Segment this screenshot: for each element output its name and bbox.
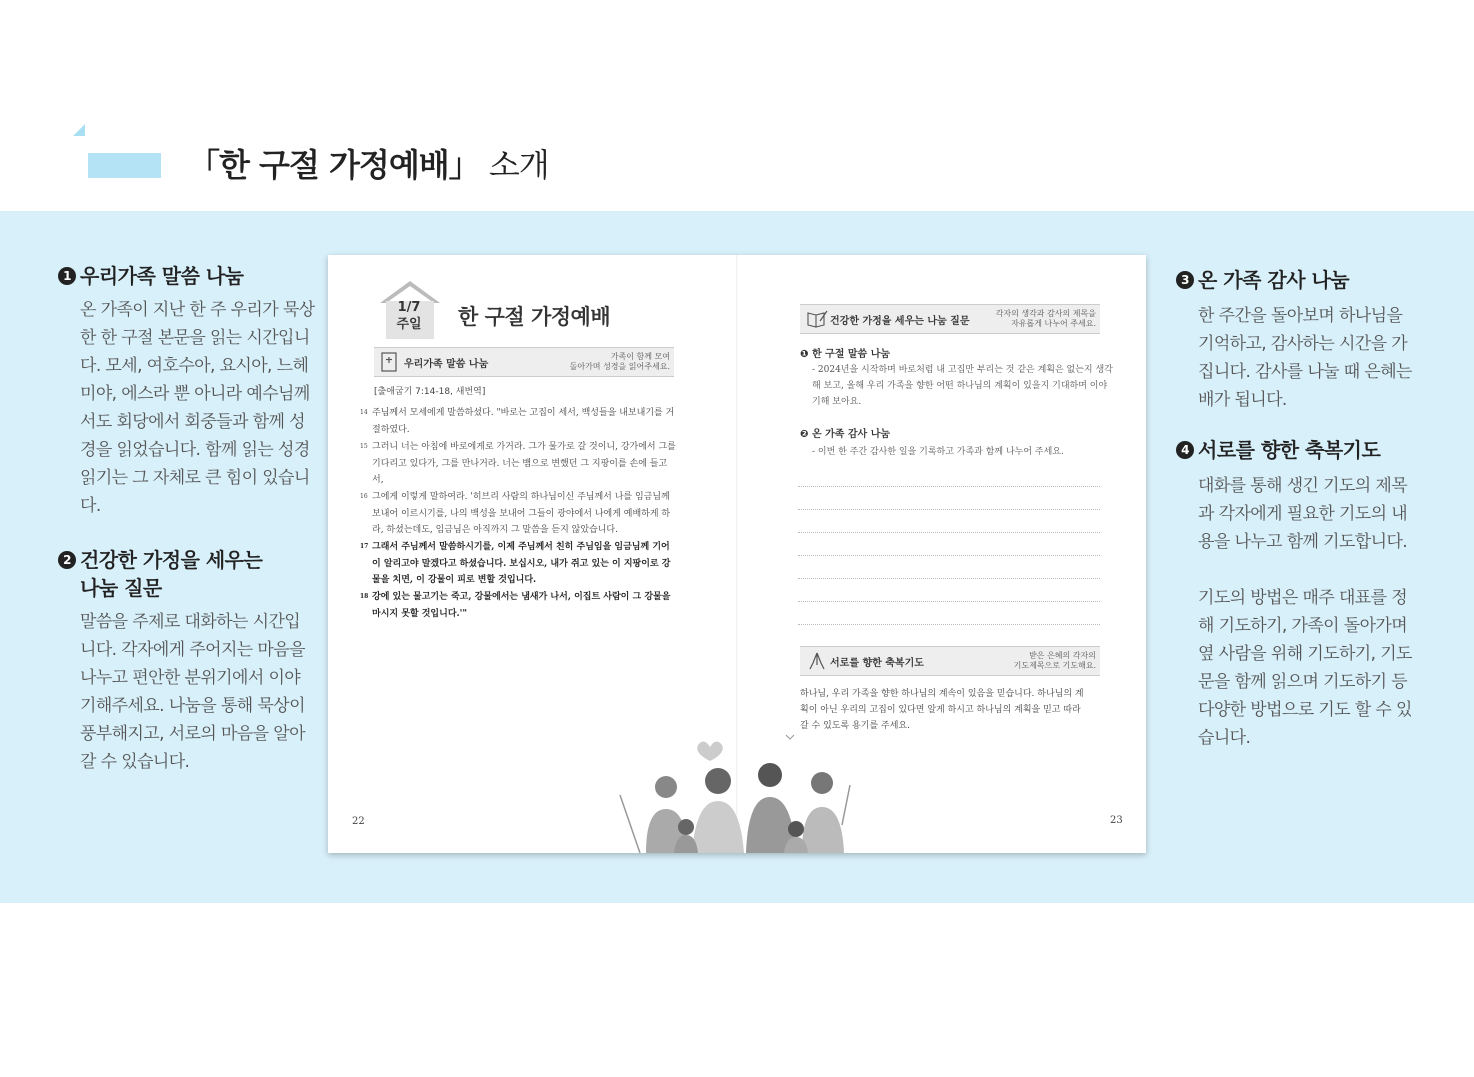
section-2-title: 건강한 가정을 세우는 나눔 질문 (80, 548, 263, 600)
writing-line (798, 601, 1100, 602)
left-column (58, 262, 318, 776)
decor-bar (88, 153, 161, 178)
family-illustration (610, 725, 860, 853)
bible-icon (380, 352, 398, 372)
blessing-bar-label: 서로를 향한 축복기도 (830, 658, 924, 669)
writing-line (798, 532, 1100, 533)
writing-line (798, 624, 1100, 625)
question-1-heading: ❶ 한 구절 말씀 나눔 (800, 349, 891, 360)
section-4-heading (1176, 436, 1436, 464)
scripture-reference: [출애굽기 7:14-18, 새번역] (374, 387, 486, 397)
week-number: 1/7 (397, 300, 421, 315)
question-bar-note: 각자의 생각과 감사의 제목을 자유롭게 나누어 주세요. (995, 309, 1096, 328)
word-sharing-bar (374, 347, 674, 377)
question-bar-label: 건강한 가정을 세우는 나눔 질문 (830, 316, 970, 327)
section-4-body: 대화를 통해 생긴 기도의 제목 과 각자에게 필요한 기도의 내 용을 나누고 함께 기도합니다. 기도의 방법은 매주 대표를 정 해 기도하기, 가족이 돌아가며 옆 사람을 위해 기도하기, 기도 문을 함께 읽으며 기도하기 등 다양한 방법으로 기도 할 수 있 습니다. (1198, 476, 1412, 748)
writing-line (798, 509, 1100, 510)
page-title-bold: 「한 구절 가정예배」 (188, 146, 480, 184)
question-1-body: - 2024년을 시작하며 바로처럼 내 고집만 부리는 것 같은 계획은 없는지 생각 해 보고, 올해 우리 가족을 향한 어떤 하나님의 계획이 있을지 기대하며 이야 기해 보아요. (812, 365, 1113, 407)
number-badge: 1 (58, 267, 76, 285)
decor-triangle (73, 124, 85, 136)
verse-14: 14 주님께서 모세에게 말씀하셨다. "바로는 고집이 세서, 백성들을 내보내기를 거절하였다. (360, 408, 675, 435)
page-number-right: 23 (1110, 815, 1123, 826)
question-2-heading: ❷ 온 가족 감사 나눔 (800, 429, 891, 440)
verse-18: 18 강에 있는 물고기는 죽고, 강물에서는 냄새가 나서, 이집트 사람이 그 강물을 마시지 못할 것입니다.'" (360, 592, 671, 619)
blessing-bar-note: 받은 은혜의 각자의 기도제목으로 기도해요. (1013, 651, 1096, 670)
question-2-body: - 이번 한 주간 감사한 일을 기록하고 가족과 함께 나누어 주세요. (812, 447, 1064, 457)
section-1-heading (58, 262, 318, 290)
writing-line (798, 486, 1100, 487)
book-pen-icon (806, 309, 828, 329)
section-3-heading (1176, 266, 1436, 294)
blessing-prayer: 하나님, 우리 가족을 향한 하나님의 계속이 있음을 믿습니다. 하나님의 계 획이 아닌 우리의 고집이 있다면 알게 하시고 하나님의 계획을 믿고 따라 갈 수 있도록 용기를 주세요. (800, 689, 1084, 731)
praying-hands-icon (806, 651, 828, 671)
question-bar (800, 304, 1100, 334)
number-badge: 4 (1176, 441, 1194, 459)
word-sharing-label: 우리가족 말씀 나눔 (404, 359, 489, 370)
section-1-body: 온 가족이 지난 한 주 우리가 묵상 한 한 구절 본문을 읽는 시간입니 다. 모세, 여호수아, 요시아, 느헤 미야, 에스라 뿐 아니라 예수님께 서도 회당에서 회중들과 함께 성 경을 읽었습니다. 함께 읽는 성경 읽기는 그 자체로 큰 힘이 있습니 다. (80, 300, 315, 516)
writing-line (798, 578, 1100, 579)
week-label: 주일 (396, 317, 422, 332)
page-title-rest: 소개 (479, 146, 549, 184)
right-column (1176, 266, 1436, 752)
book-spread (328, 255, 1146, 853)
section-4-title: 서로를 향한 축복기도 (1198, 438, 1381, 462)
word-sharing-note: 가족이 함께 모여 돌아가며 성경을 읽어주세요. (569, 352, 670, 371)
section-3-title: 온 가족 감사 나눔 (1198, 268, 1350, 292)
section-2-heading (58, 546, 318, 602)
number-badge: 3 (1176, 271, 1194, 289)
blessing-bar (800, 646, 1100, 676)
week-badge (384, 299, 434, 333)
book-title: 한 구절 가정예배 (458, 305, 611, 329)
writing-line (798, 555, 1100, 556)
verse-16: 16 그에게 이렇게 말하여라. '히브리 사람의 하나님이신 주님께서 나를 임금님께 보내어 이르시기를, 나의 백성을 보내어 그들이 광야에서 나에게 예배하게 하라, 하셨는데도, 임금님은 아직까지 그 말씀을 듣지 않았습니다. (360, 492, 671, 536)
verse-17: 17 그래서 주님께서 말씀하시기를, 이제 주님께서 친히 주님임을 임금님께 기어이 알리고야 말겠다고 하셨습니다. 보십시오, 내가 쥐고 있는 이 지팡이로 강물을 치면, 이 강물이 피로 변할 것입니다. (360, 542, 671, 586)
page-title (188, 140, 549, 186)
section-1-title: 우리가족 말씀 나눔 (80, 264, 244, 288)
page-number-left: 22 (352, 816, 365, 827)
verse-15: 15 그러니 너는 아침에 바로에게로 가거라. 그가 물가로 갈 것이니, 강가에서 그를 기다리고 있다가, 그를 만나거라. 너는 뱀으로 변했던 그 지팡이를 손에 들고서, (360, 442, 676, 486)
section-2-body: 말씀을 주제로 대화하는 시간입 니다. 각자에게 주어지는 마음을 나누고 편안한 분위기에서 이야 기해주세요. 나눔을 통해 묵상이 풍부해지고, 서로의 마음을 알아 갈 수 있습니다. (80, 612, 305, 772)
section-3-body: 한 주간을 돌아보며 하나님을 기억하고, 감사하는 시간을 가 집니다. 감사를 나눌 때 은혜는 배가 됩니다. (1198, 306, 1412, 410)
number-badge: 2 (58, 551, 76, 569)
